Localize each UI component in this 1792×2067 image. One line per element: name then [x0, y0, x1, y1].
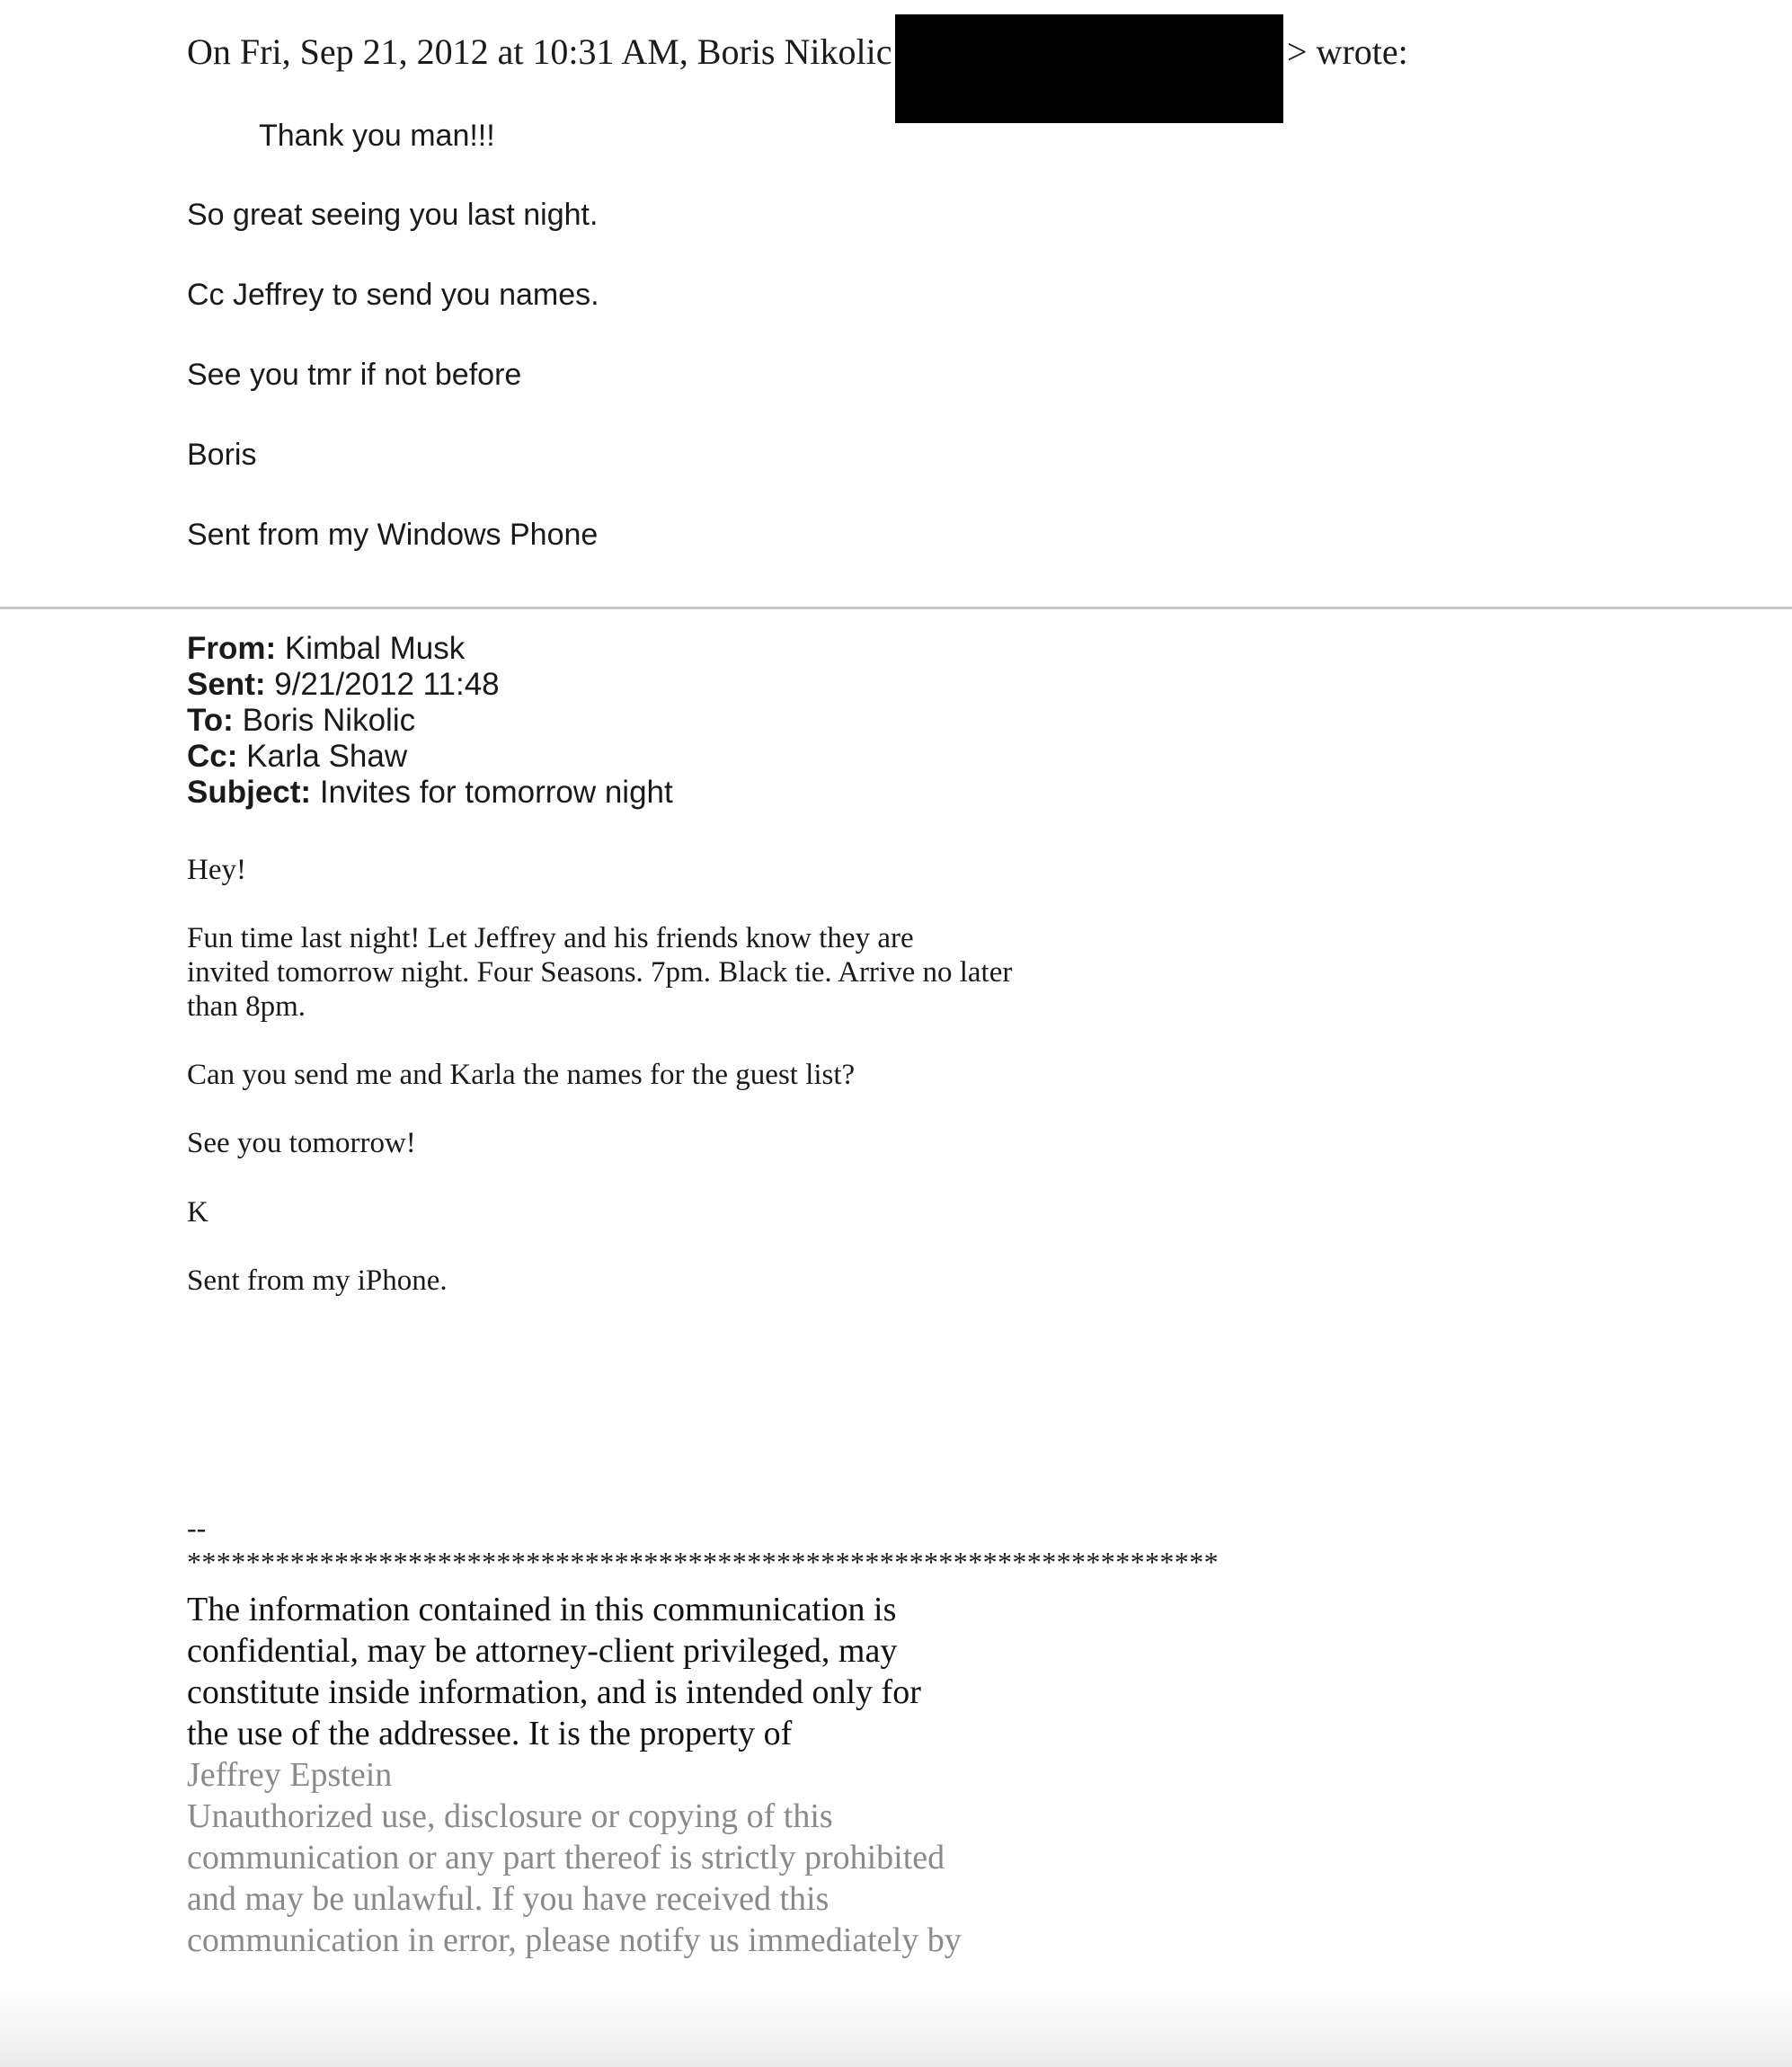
header-to	[187, 703, 415, 739]
body-paragraph-see-you: See you tomorrow!	[187, 1127, 416, 1159]
from-label: From:	[187, 631, 277, 666]
body-greeting: Hey!	[187, 854, 246, 886]
sent-value: 9/21/2012 11:48	[274, 667, 500, 702]
header-sent	[187, 667, 500, 703]
quoted-line-greeting: So great seeing you last night.	[187, 198, 599, 232]
cc-label: Cc:	[187, 739, 238, 774]
quoted-email-header: On Fri, Sep 21, 2012 at 10:31 AM, Boris Nikolic	[187, 31, 892, 72]
header-subject	[187, 775, 673, 811]
header-cc	[187, 739, 407, 775]
page-bottom-shade	[0, 1991, 1792, 2067]
confidentiality-disclaimer-faded: Jeffrey Epstein Unauthorized use, disclosure or copying of this communication or any part thereof is strictly prohibited and may be unlawful. If you have received this communication in error, please notify us immediately by	[187, 1756, 962, 1959]
signature-separator: --	[187, 1512, 207, 1544]
sent-label: Sent:	[187, 667, 266, 702]
quoted-line-see-you: See you tmr if not before	[187, 358, 522, 392]
body-paragraph-guest-list: Can you send me and Karla the names for the guest list?	[187, 1059, 856, 1091]
quoted-line-cc: Cc Jeffrey to send you names.	[187, 278, 599, 312]
quoted-line-thanks: Thank you man!!!	[259, 119, 495, 153]
quoted-email-header-suffix: > wrote:	[1287, 31, 1408, 72]
confidentiality-disclaimer: The information contained in this communication is confidential, may be attorney-client privileged, may constitute inside information, and is intended only for the use of the addressee. It is the property of	[187, 1591, 921, 1752]
to-label: To:	[187, 703, 234, 738]
redaction-box	[895, 14, 1283, 123]
message-divider	[0, 607, 1792, 609]
to-value: Boris Nikolic	[242, 703, 416, 738]
asterisk-divider: **********************************************************************	[187, 1546, 1219, 1578]
subject-label: Subject:	[187, 775, 312, 810]
body-signoff: K	[187, 1196, 208, 1229]
quoted-line-signature: Sent from my Windows Phone	[187, 518, 599, 552]
subject-value: Invites for tomorrow night	[319, 775, 673, 810]
cc-value: Karla Shaw	[246, 739, 408, 774]
quoted-line-signoff: Boris	[187, 438, 257, 472]
from-value: Kimbal Musk	[284, 631, 466, 666]
body-paragraph-invite: Fun time last night! Let Jeffrey and his friends know they are invited tomorrow night. Four Seasons. 7pm. Black tie. Arrive no later than 8pm.	[187, 922, 1013, 1023]
body-signature: Sent from my iPhone.	[187, 1264, 448, 1297]
header-from	[187, 631, 465, 667]
